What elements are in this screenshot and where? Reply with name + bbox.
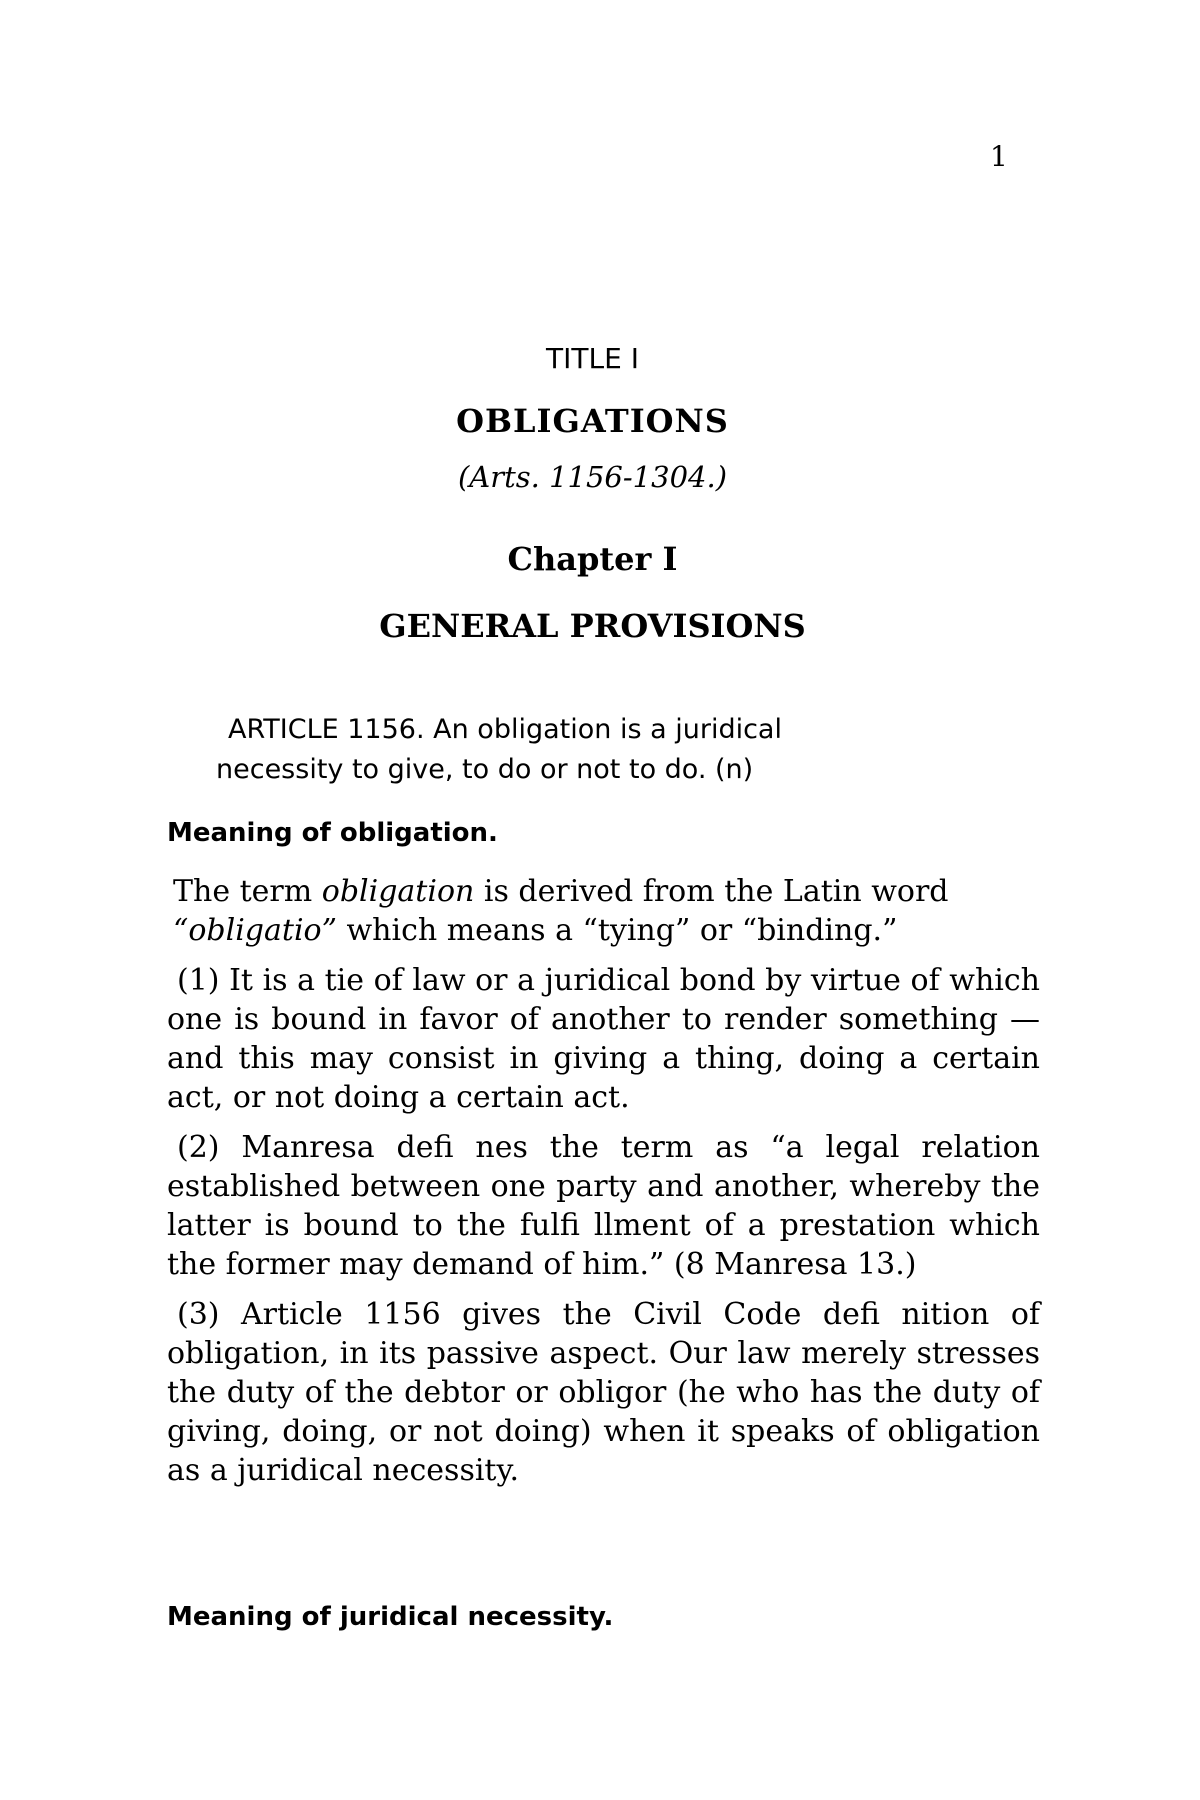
intro-text-2: is derived from the Latin word	[474, 874, 949, 909]
chapter-name: GENERAL PROVISIONS	[379, 607, 806, 645]
page-number: 1	[990, 140, 1008, 173]
article-line-1: ARTICLE 1156. An obligation is a juridical	[228, 714, 782, 745]
chapter-label: Chapter I	[507, 540, 678, 578]
intro-text-3: which means a “tying” or “binding.”	[336, 913, 898, 948]
title-label: TITLE I	[546, 342, 639, 375]
body-text	[167, 872, 1040, 1501]
intro-term: obligation	[321, 874, 475, 909]
paragraph-2: (2) Manresa defi nes the term as “a legal relation established between one party and another, whereby the latter is bound to the fulfi llment of a prestation which the former may demand of him.” (8 Manresa 13.)	[167, 1130, 1040, 1282]
intro-paragraph	[167, 872, 1040, 950]
section-heading-meaning-of-obligation: Meaning of obligation.	[167, 818, 498, 848]
article-line-2: necessity to give, to do or not to do. (n)	[216, 754, 754, 785]
articles-range: (Arts. 1156-1304.)	[457, 460, 728, 494]
intro-text-1: The term	[173, 874, 322, 909]
paragraph-1: (1) It is a tie of law or a juridical bond by virtue of which one is bound in favor of another to render something — and this may consist in giving a thing, doing a certain act, or not doing a certain act.	[167, 963, 1040, 1115]
title-name: OBLIGATIONS	[456, 402, 729, 440]
paragraph-3: (3) Article 1156 gives the Civil Code defi nition of obligation, in its passive aspect. Our law merely stresses the duty of the debtor or obligor (he who has the duty of giving, doing, or not doing) when it speaks of obligation as a juridical necessity.	[167, 1297, 1040, 1488]
article-text	[216, 710, 916, 790]
section-heading-meaning-of-juridical-necessity: Meaning of juridical necessity.	[167, 1602, 614, 1632]
intro-latin: “obligatio”	[173, 913, 337, 948]
